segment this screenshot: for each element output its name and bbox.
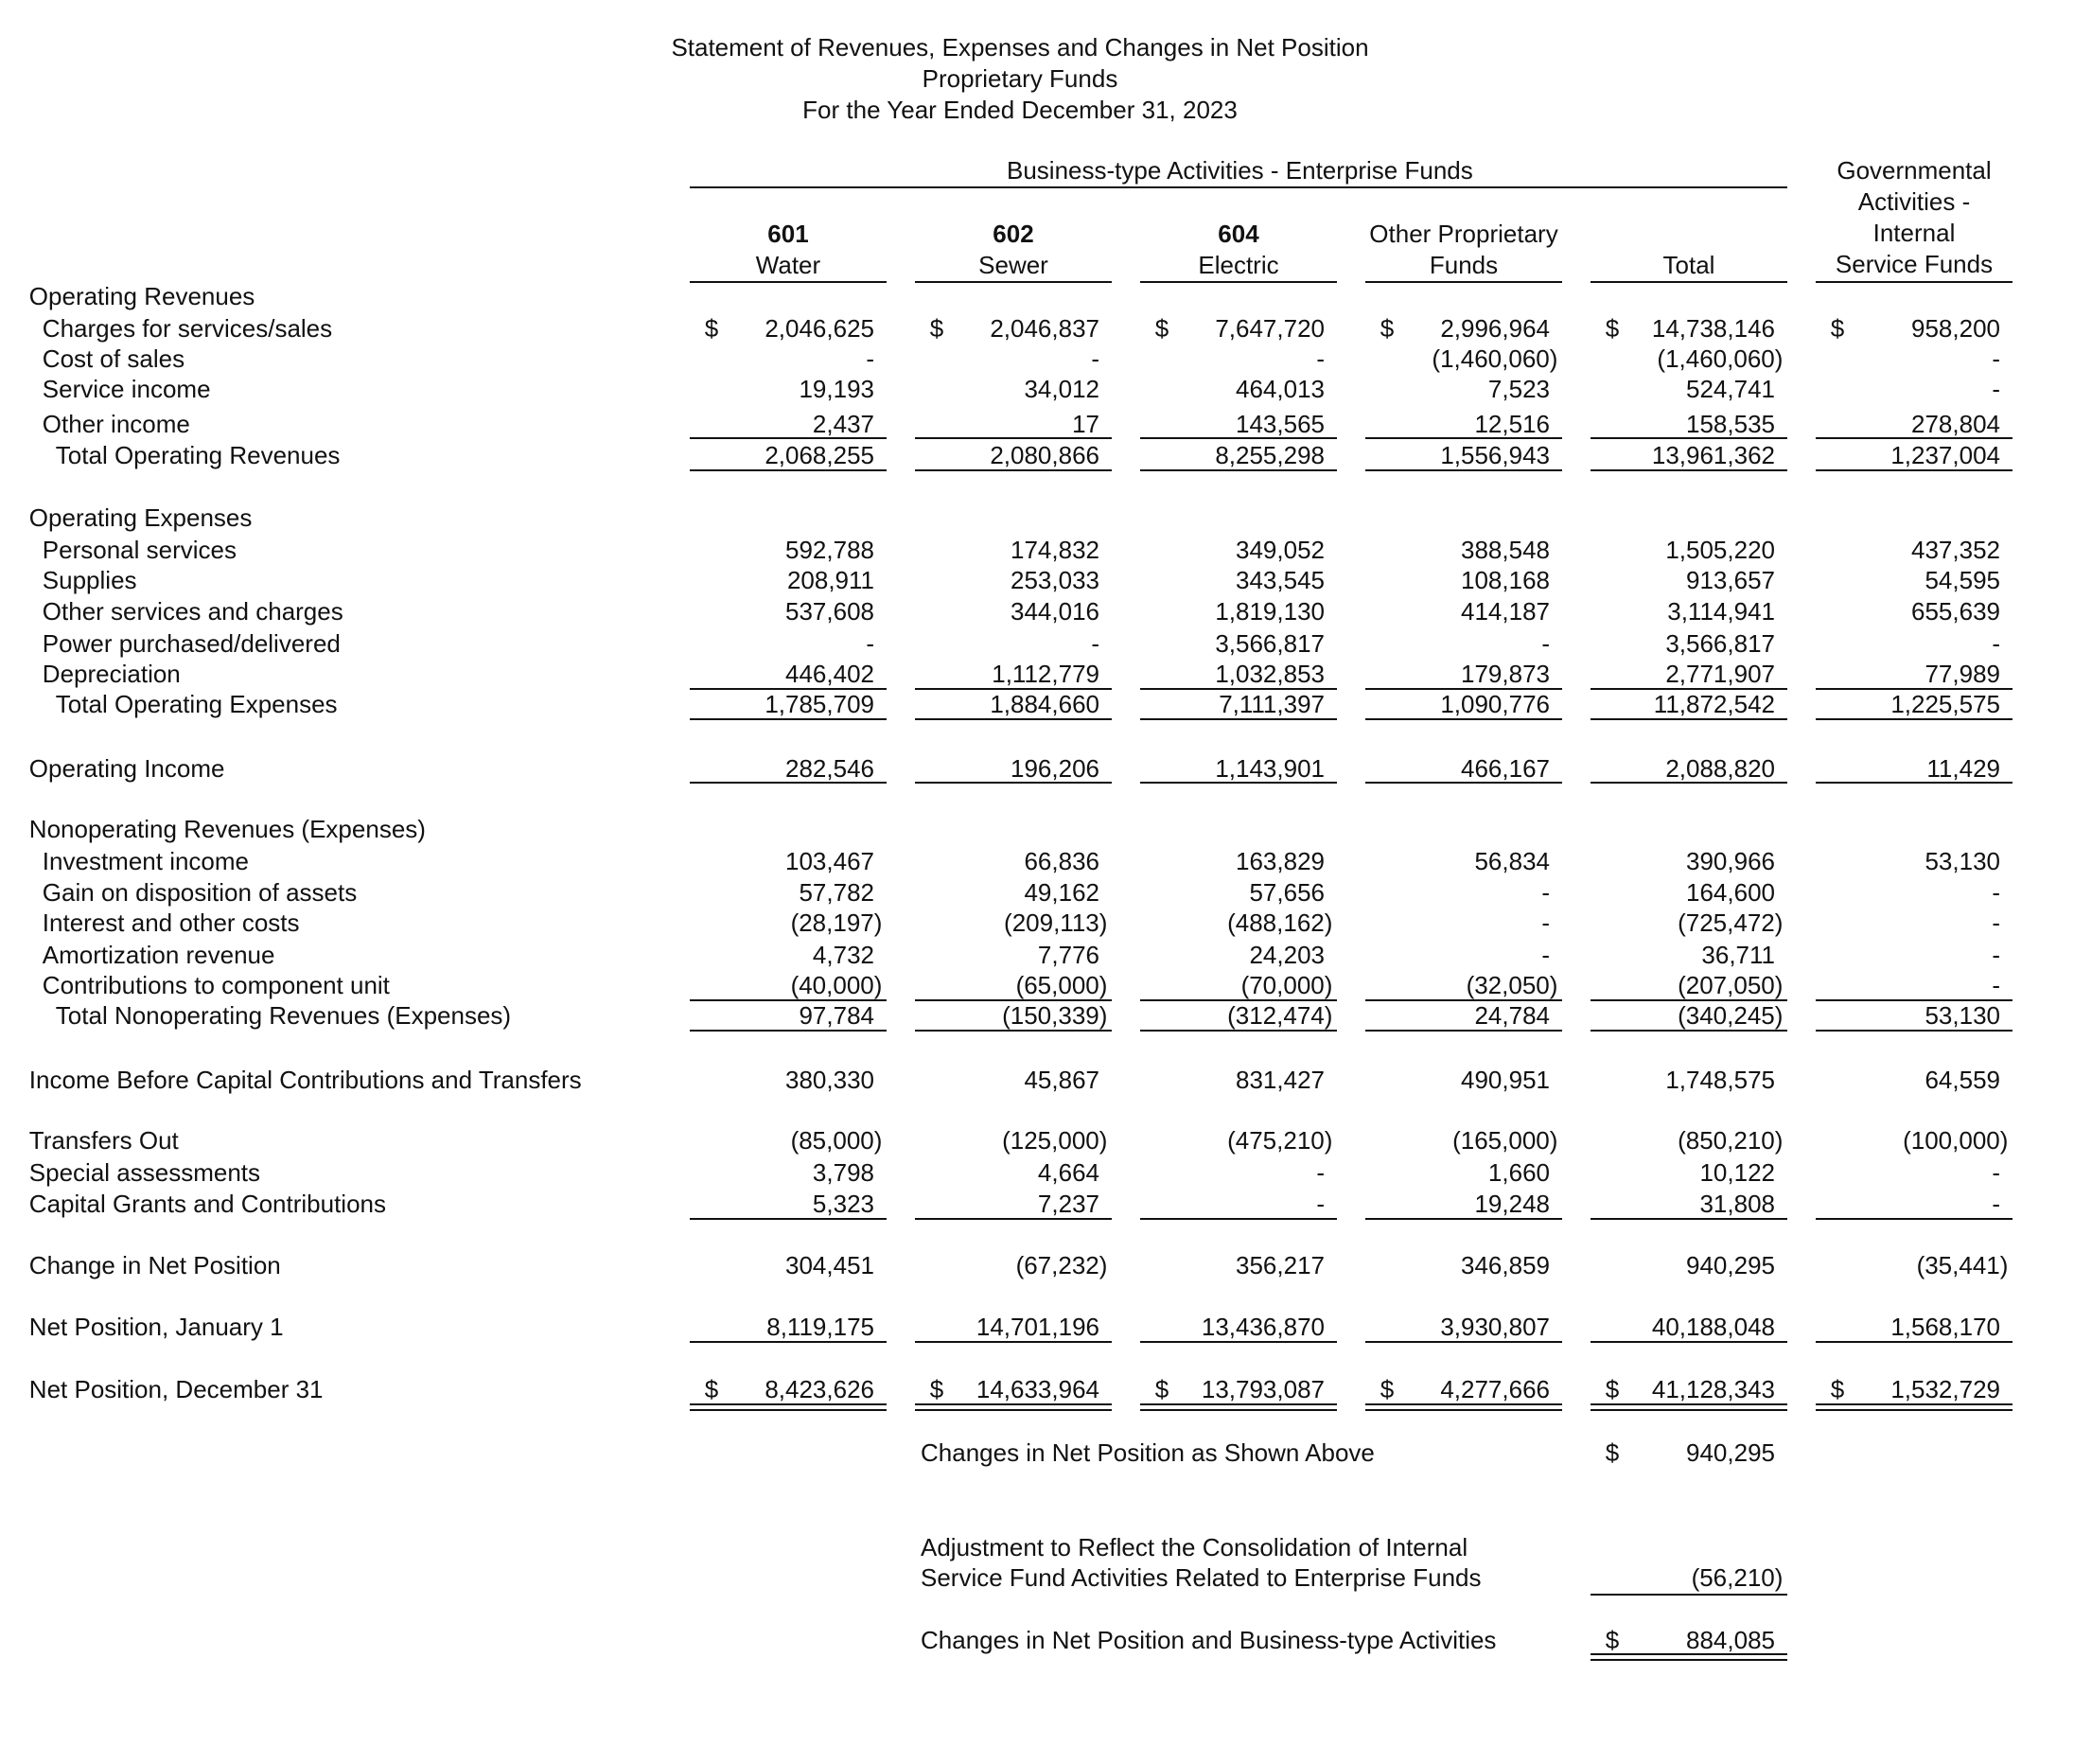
cell-value: 77,989 xyxy=(1925,660,2000,689)
cell-value: 3,930,807 xyxy=(1440,1313,1550,1342)
cell-value: 414,187 xyxy=(1461,597,1550,626)
cell-value: 8,255,298 xyxy=(1215,441,1325,470)
cell-value: 103,467 xyxy=(785,846,874,875)
single-rule xyxy=(915,1030,1111,1032)
cell-value: (312,474) xyxy=(1227,1001,1333,1031)
single-rule xyxy=(1591,999,1786,1001)
double-rule xyxy=(690,1403,886,1411)
recon-label: Adjustment to Reflect the Consolidation of Internal xyxy=(921,1532,1468,1561)
cell-value: 49,162 xyxy=(1024,878,1099,908)
dollar-sign: $ xyxy=(1830,313,1845,343)
cell-value: 158,535 xyxy=(1686,409,1775,438)
single-rule xyxy=(1591,718,1786,720)
dollar-sign: $ xyxy=(1605,1438,1620,1468)
cell-value: 2,068,255 xyxy=(765,441,874,470)
cell-value: 344,016 xyxy=(1011,597,1099,626)
cell-value: (100,000) xyxy=(1903,1126,2009,1155)
single-rule xyxy=(1816,718,2012,720)
row-label: Operating Income xyxy=(28,753,225,783)
single-rule xyxy=(1140,1218,1336,1220)
cell-value: 2,080,866 xyxy=(990,441,1099,470)
single-rule xyxy=(1365,469,1561,471)
dollar-sign: $ xyxy=(1380,313,1395,343)
cell-value: (65,000) xyxy=(1015,971,1108,1000)
single-rule xyxy=(1816,782,2012,784)
column-header-rule xyxy=(1816,281,2012,283)
cell-value: - xyxy=(866,629,874,658)
cell-value: 1,143,901 xyxy=(1215,753,1325,783)
dollar-sign: $ xyxy=(704,1375,719,1404)
cell-value: - xyxy=(1992,908,2000,938)
dollar-sign: $ xyxy=(1605,1375,1620,1404)
cell-value: 8,423,626 xyxy=(765,1375,874,1404)
recon-value: 940,295 xyxy=(1686,1438,1775,1468)
cell-value: (725,472) xyxy=(1678,908,1784,938)
cell-value: 2,437 xyxy=(812,409,874,438)
row-label: Cost of sales xyxy=(42,344,185,373)
cell-value: 3,566,817 xyxy=(1665,629,1775,658)
cell-value: - xyxy=(866,344,874,373)
cell-value: 41,128,343 xyxy=(1651,1375,1775,1404)
column-name: Sewer xyxy=(978,250,1048,279)
cell-value: 143,565 xyxy=(1236,409,1325,438)
single-rule xyxy=(690,437,886,439)
cell-value: 164,600 xyxy=(1686,878,1775,908)
dollar-sign: $ xyxy=(1605,313,1620,343)
cell-value: 1,748,575 xyxy=(1665,1065,1775,1094)
row-label: Personal services xyxy=(42,535,237,564)
row-label: Amortization revenue xyxy=(42,941,275,969)
row-label: Nonoperating Revenues (Expenses) xyxy=(28,815,426,843)
single-rule xyxy=(1591,1594,1786,1596)
single-rule xyxy=(1816,469,2012,471)
cell-value: 1,819,130 xyxy=(1215,597,1325,626)
column-name: Other Proprietary xyxy=(1369,219,1558,248)
row-label: Change in Net Position xyxy=(28,1250,281,1279)
cell-value: 14,738,146 xyxy=(1651,313,1775,343)
cell-value: 97,784 xyxy=(799,1001,874,1031)
cell-value: 179,873 xyxy=(1461,660,1550,689)
dollar-sign: $ xyxy=(1830,1375,1845,1404)
cell-value: (488,162) xyxy=(1227,908,1333,938)
group-header-governmental: Governmental xyxy=(1837,156,1992,185)
single-rule xyxy=(1591,688,1786,690)
single-rule xyxy=(1816,1341,2012,1343)
single-rule xyxy=(1140,688,1336,690)
single-rule xyxy=(1140,782,1336,784)
cell-value: (28,197) xyxy=(790,908,883,938)
cell-value: 390,966 xyxy=(1686,846,1775,875)
cell-value: 10,122 xyxy=(1699,1157,1775,1187)
cell-value: 1,237,004 xyxy=(1890,441,2000,470)
cell-value: 11,429 xyxy=(1926,753,2000,783)
row-label: Transfers Out xyxy=(28,1126,179,1155)
cell-value: - xyxy=(1316,344,1325,373)
row-label: Operating Revenues xyxy=(28,282,255,311)
column-number: 601 xyxy=(767,220,809,249)
cell-value: (35,441) xyxy=(1916,1250,2009,1279)
cell-value: 13,793,087 xyxy=(1201,1375,1325,1404)
dollar-sign: $ xyxy=(704,313,719,343)
row-label: Operating Expenses xyxy=(28,503,253,532)
cell-value: - xyxy=(1091,629,1099,658)
recon-value: 884,085 xyxy=(1686,1625,1775,1654)
single-rule xyxy=(915,782,1111,784)
column-number: 604 xyxy=(1218,220,1259,249)
group-header-governmental: Service Funds xyxy=(1835,249,1994,278)
cell-value: 356,217 xyxy=(1236,1250,1325,1279)
cell-value: 592,788 xyxy=(785,535,874,564)
group-header-governmental: Internal xyxy=(1872,219,1956,247)
cell-value: 45,867 xyxy=(1024,1065,1099,1094)
cell-value: 1,090,776 xyxy=(1440,690,1550,719)
cell-value: (475,210) xyxy=(1227,1126,1333,1155)
cell-value: 3,798 xyxy=(812,1157,874,1187)
recon-value: (56,210) xyxy=(1691,1563,1784,1592)
single-rule xyxy=(915,999,1111,1001)
cell-value: 2,088,820 xyxy=(1665,753,1775,783)
cell-value: 53,130 xyxy=(1925,1001,2000,1031)
cell-value: 1,785,709 xyxy=(765,690,874,719)
cell-value: 655,639 xyxy=(1911,597,2000,626)
single-rule xyxy=(915,1341,1111,1343)
column-header-rule xyxy=(915,281,1111,283)
single-rule xyxy=(1365,782,1561,784)
cell-value: 36,711 xyxy=(1701,941,1775,969)
double-rule xyxy=(1365,1403,1561,1411)
cell-value: 7,111,397 xyxy=(1219,690,1325,719)
cell-value: 1,032,853 xyxy=(1215,660,1325,689)
cell-value: 53,130 xyxy=(1925,846,2000,875)
cell-value: - xyxy=(1541,629,1550,658)
row-label: Net Position, December 31 xyxy=(28,1375,324,1404)
cell-value: 1,112,779 xyxy=(992,660,1099,689)
single-rule xyxy=(1591,1218,1786,1220)
cell-value: 66,836 xyxy=(1024,846,1099,875)
single-rule xyxy=(1365,718,1561,720)
single-rule xyxy=(1140,718,1336,720)
cell-value: 537,608 xyxy=(785,597,874,626)
recon-label: Service Fund Activities Related to Enterprise Funds xyxy=(921,1563,1482,1592)
row-label: Charges for services/sales xyxy=(42,313,333,343)
single-rule xyxy=(690,718,886,720)
row-label: Gain on disposition of assets xyxy=(42,878,358,908)
row-label: Investment income xyxy=(42,846,250,875)
single-rule xyxy=(915,1218,1111,1220)
cell-value: (340,245) xyxy=(1678,1001,1784,1031)
cell-value: 349,052 xyxy=(1236,535,1325,564)
double-rule xyxy=(1816,1403,2012,1411)
single-rule xyxy=(1591,469,1786,471)
single-rule xyxy=(690,1341,886,1343)
single-rule xyxy=(1140,1341,1336,1343)
cell-value: 56,834 xyxy=(1474,846,1550,875)
row-label: Service income xyxy=(42,375,211,404)
row-label: Total Operating Expenses xyxy=(55,690,338,719)
single-rule xyxy=(1816,437,2012,439)
single-rule xyxy=(1591,782,1786,784)
single-rule xyxy=(1365,1218,1561,1220)
cell-value: 17 xyxy=(1072,409,1099,438)
cell-value: 388,548 xyxy=(1461,535,1550,564)
row-label: Contributions to component unit xyxy=(42,971,390,1000)
cell-value: - xyxy=(1992,629,2000,658)
cell-value: (40,000) xyxy=(790,971,883,1000)
cell-value: 40,188,048 xyxy=(1651,1313,1775,1342)
single-rule xyxy=(915,718,1111,720)
cell-value: (165,000) xyxy=(1452,1126,1558,1155)
row-label: Special assessments xyxy=(28,1157,261,1187)
cell-value: 1,225,575 xyxy=(1890,690,2000,719)
row-label: Total Nonoperating Revenues (Expenses) xyxy=(55,1001,512,1031)
cell-value: 278,804 xyxy=(1911,409,2000,438)
cell-value: 12,516 xyxy=(1474,409,1550,438)
single-rule xyxy=(1591,1030,1786,1032)
title-line: Proprietary Funds xyxy=(922,63,1118,93)
cell-value: (85,000) xyxy=(790,1126,883,1155)
cell-value: 64,559 xyxy=(1925,1065,2000,1094)
column-header-rule xyxy=(690,281,886,283)
cell-value: (1,460,060) xyxy=(1657,344,1784,373)
single-rule xyxy=(1591,1341,1786,1343)
cell-value: 1,568,170 xyxy=(1890,1313,2000,1342)
cell-value: 8,119,175 xyxy=(766,1313,874,1342)
cell-value: 5,323 xyxy=(812,1190,874,1219)
cell-value: 14,633,964 xyxy=(975,1375,1099,1404)
cell-value: 940,295 xyxy=(1686,1250,1775,1279)
dollar-sign: $ xyxy=(1605,1625,1620,1654)
single-rule xyxy=(1816,1030,2012,1032)
cell-value: 958,200 xyxy=(1911,313,2000,343)
cell-value: 11,872,542 xyxy=(1653,690,1775,719)
cell-value: 4,277,666 xyxy=(1440,1375,1550,1404)
cell-value: - xyxy=(1541,941,1550,969)
cell-value: 466,167 xyxy=(1461,753,1550,783)
single-rule xyxy=(1365,688,1561,690)
single-rule xyxy=(1365,437,1561,439)
row-label: Income Before Capital Contributions and Transfers xyxy=(28,1065,582,1094)
column-name: Total xyxy=(1662,250,1715,279)
cell-value: 1,556,943 xyxy=(1440,441,1550,470)
row-label: Other services and charges xyxy=(42,597,343,626)
row-label: Depreciation xyxy=(42,660,181,689)
cell-value: - xyxy=(1992,375,2000,404)
cell-value: 1,505,220 xyxy=(1665,535,1775,564)
cell-value: 1,884,660 xyxy=(990,690,1099,719)
cell-value: 196,206 xyxy=(1011,753,1099,783)
column-name: Funds xyxy=(1429,250,1499,279)
column-number: 602 xyxy=(993,220,1034,249)
single-rule xyxy=(915,437,1111,439)
cell-value: 343,545 xyxy=(1236,565,1325,594)
cell-value: 446,402 xyxy=(785,660,874,689)
cell-value: 31,808 xyxy=(1699,1190,1775,1219)
cell-value: 14,701,196 xyxy=(975,1313,1099,1342)
cell-value: 2,046,625 xyxy=(765,313,874,343)
single-rule xyxy=(1140,469,1336,471)
double-rule xyxy=(1591,1653,1786,1661)
cell-value: 3,566,817 xyxy=(1215,629,1325,658)
double-rule xyxy=(1140,1403,1336,1411)
cell-value: 163,829 xyxy=(1236,846,1325,875)
cell-value: 2,996,964 xyxy=(1440,313,1550,343)
cell-value: (67,232) xyxy=(1015,1250,1108,1279)
cell-value: (207,050) xyxy=(1678,971,1784,1000)
cell-value: - xyxy=(1316,1157,1325,1187)
cell-value: 282,546 xyxy=(785,753,874,783)
single-rule xyxy=(1591,437,1786,439)
dollar-sign: $ xyxy=(929,313,944,343)
recon-label: Changes in Net Position and Business-type Activities xyxy=(921,1625,1497,1654)
cell-value: (209,113) xyxy=(1004,908,1108,938)
column-header-rule xyxy=(1365,281,1561,283)
double-rule xyxy=(1591,1403,1786,1411)
title-line: Statement of Revenues, Expenses and Changes in Net Position xyxy=(671,33,1369,62)
cell-value: 913,657 xyxy=(1686,565,1775,594)
cell-value: 524,741 xyxy=(1686,375,1775,404)
cell-value: 7,523 xyxy=(1487,375,1550,404)
cell-value: 24,784 xyxy=(1474,1001,1550,1031)
cell-value: 380,330 xyxy=(785,1065,874,1094)
single-rule xyxy=(1365,1030,1561,1032)
cell-value: 2,771,907 xyxy=(1665,660,1775,689)
cell-value: 304,451 xyxy=(785,1250,874,1279)
cell-value: 7,776 xyxy=(1037,941,1099,969)
single-rule xyxy=(1816,1218,2012,1220)
single-rule xyxy=(915,688,1111,690)
cell-value: 57,782 xyxy=(799,878,874,908)
cell-value: - xyxy=(1992,1157,2000,1187)
cell-value: (125,000) xyxy=(1002,1126,1108,1155)
cell-value: - xyxy=(1992,971,2000,1000)
cell-value: - xyxy=(1316,1190,1325,1219)
dollar-sign: $ xyxy=(1154,313,1169,343)
single-rule xyxy=(690,1218,886,1220)
single-rule xyxy=(690,469,886,471)
cell-value: - xyxy=(1992,344,2000,373)
single-rule xyxy=(690,782,886,784)
cell-value: 19,248 xyxy=(1474,1190,1550,1219)
cell-value: 346,859 xyxy=(1461,1250,1550,1279)
group-header-business: Business-type Activities - Enterprise Funds xyxy=(1007,156,1473,185)
cell-value: 174,832 xyxy=(1011,535,1099,564)
cell-value: 490,951 xyxy=(1461,1065,1550,1094)
cell-value: 54,595 xyxy=(1925,565,2000,594)
column-name: Electric xyxy=(1198,250,1279,279)
cell-value: 464,013 xyxy=(1236,375,1325,404)
single-rule xyxy=(1140,1030,1336,1032)
cell-value: 253,033 xyxy=(1011,565,1099,594)
column-name: Water xyxy=(755,250,821,279)
cell-value: 19,193 xyxy=(799,375,874,404)
group-header-rule xyxy=(690,186,1786,188)
cell-value: 4,664 xyxy=(1037,1157,1099,1187)
cell-value: 1,532,729 xyxy=(1890,1375,2000,1404)
double-rule xyxy=(915,1403,1111,1411)
cell-value: - xyxy=(1992,941,2000,969)
cell-value: 7,237 xyxy=(1037,1190,1099,1219)
cell-value: (150,339) xyxy=(1002,1001,1108,1031)
single-rule xyxy=(690,1030,886,1032)
cell-value: - xyxy=(1992,878,2000,908)
cell-value: - xyxy=(1541,908,1550,938)
row-label: Other income xyxy=(42,409,190,438)
cell-value: 437,352 xyxy=(1911,535,2000,564)
cell-value: (1,460,060) xyxy=(1432,344,1558,373)
column-header-rule xyxy=(1591,281,1786,283)
row-label: Capital Grants and Contributions xyxy=(28,1190,386,1219)
cell-value: (70,000) xyxy=(1240,971,1333,1000)
cell-value: (850,210) xyxy=(1678,1126,1784,1155)
row-label: Net Position, January 1 xyxy=(28,1313,284,1342)
cell-value: 108,168 xyxy=(1461,565,1550,594)
cell-value: 1,660 xyxy=(1487,1157,1550,1187)
cell-value: 13,961,362 xyxy=(1651,441,1775,470)
cell-value: - xyxy=(1091,344,1099,373)
single-rule xyxy=(1816,688,2012,690)
group-header-governmental: Activities - xyxy=(1857,187,1971,217)
cell-value: (32,050) xyxy=(1466,971,1558,1000)
single-rule xyxy=(1816,999,2012,1001)
cell-value: - xyxy=(1541,878,1550,908)
cell-value: 4,732 xyxy=(812,941,874,969)
cell-value: - xyxy=(1992,1190,2000,1219)
cell-value: 13,436,870 xyxy=(1201,1313,1325,1342)
single-rule xyxy=(690,688,886,690)
title-line: For the Year Ended December 31, 2023 xyxy=(802,95,1238,124)
cell-value: 208,911 xyxy=(786,565,874,594)
cell-value: 831,427 xyxy=(1236,1065,1325,1094)
cell-value: 2,046,837 xyxy=(990,313,1099,343)
cell-value: 57,656 xyxy=(1249,878,1325,908)
dollar-sign: $ xyxy=(1154,1375,1169,1404)
dollar-sign: $ xyxy=(929,1375,944,1404)
cell-value: 3,114,941 xyxy=(1667,597,1775,626)
single-rule xyxy=(1140,999,1336,1001)
row-label: Interest and other costs xyxy=(42,908,300,938)
cell-value: 24,203 xyxy=(1249,941,1325,969)
single-rule xyxy=(1365,999,1561,1001)
recon-label: Changes in Net Position as Shown Above xyxy=(921,1438,1375,1468)
single-rule xyxy=(1365,1341,1561,1343)
single-rule xyxy=(690,999,886,1001)
cell-value: 34,012 xyxy=(1024,375,1099,404)
row-label: Supplies xyxy=(42,565,137,594)
single-rule xyxy=(915,469,1111,471)
row-label: Total Operating Revenues xyxy=(55,441,341,470)
row-label: Power purchased/delivered xyxy=(42,629,341,658)
column-header-rule xyxy=(1140,281,1336,283)
single-rule xyxy=(1140,437,1336,439)
cell-value: 7,647,720 xyxy=(1215,313,1325,343)
dollar-sign: $ xyxy=(1380,1375,1395,1404)
